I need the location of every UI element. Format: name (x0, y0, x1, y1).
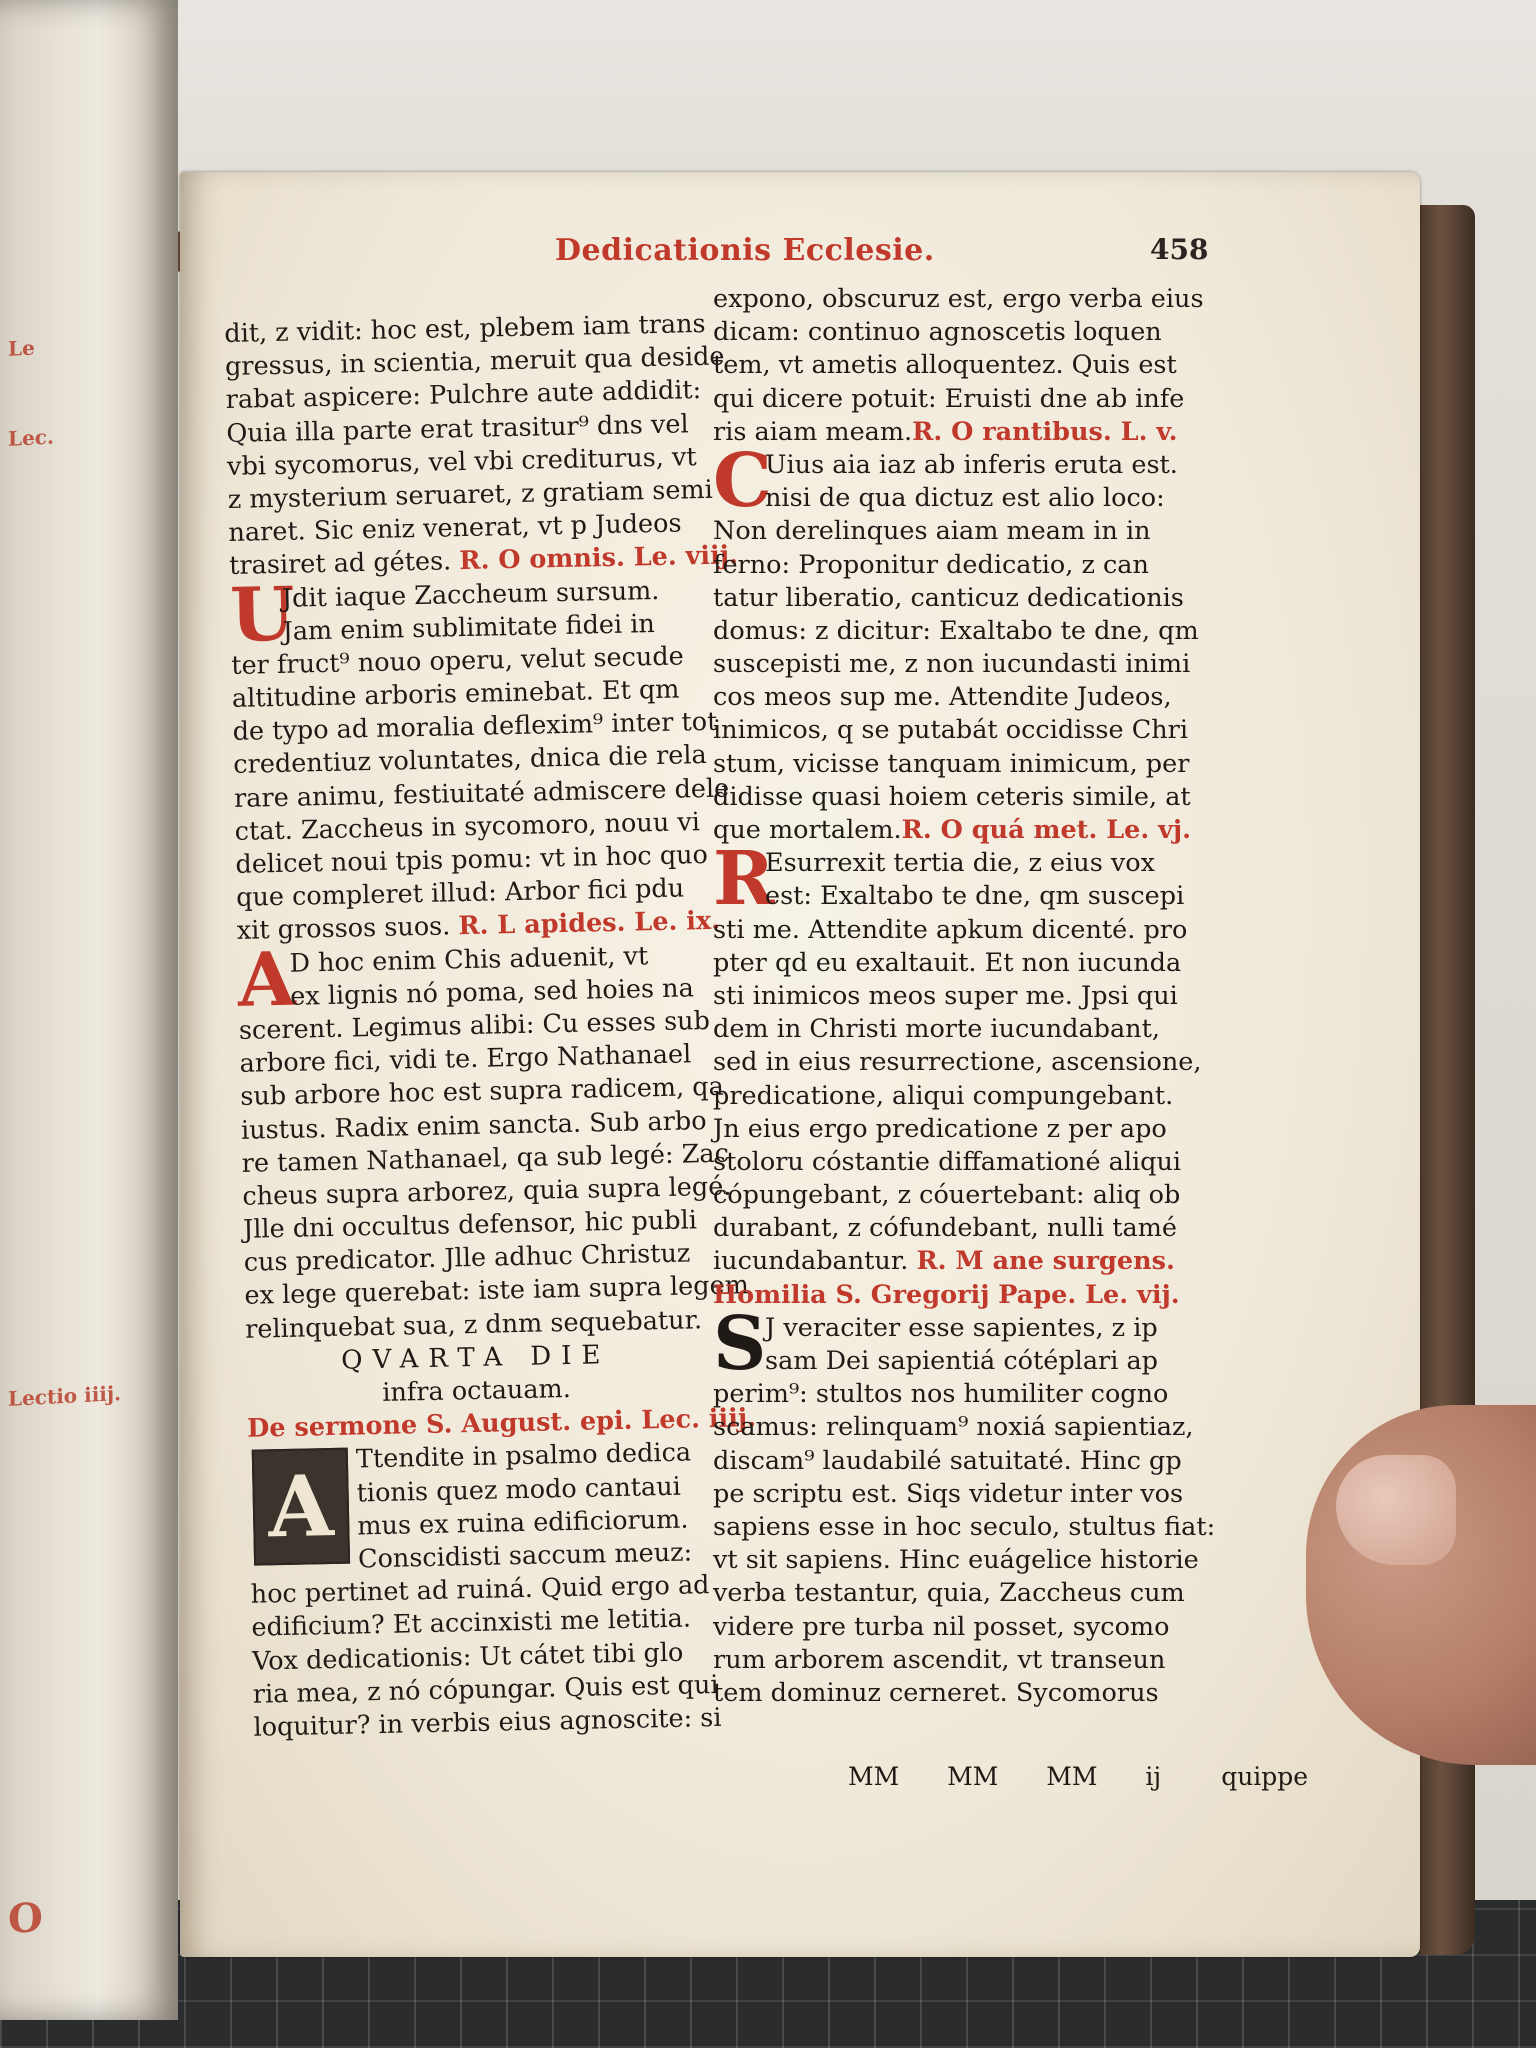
text-line: tatur liberatio, canticuz dedicationis (713, 582, 1184, 613)
text-line: rare animu, festiuitaté admiscere dele (233, 773, 730, 814)
text-line: mus ex ruina edificiorum. (357, 1504, 689, 1542)
text-span: trasiret ad gétes. (228, 546, 452, 582)
rubric: R. O quá met. Le. vj. (901, 815, 1192, 845)
text-line: dit, z vidit: hoc est, plebem iam trans (224, 308, 706, 349)
text-line: dem in Christi morte iucundabant, (713, 1014, 1160, 1045)
text-line: tem dominuz cerneret. Sycomorus (713, 1677, 1159, 1708)
text-line: vt sit sapiens. Hinc euágelice historie (713, 1545, 1199, 1576)
text-line: Vox dedicationis: Ut cátet tibi glo (251, 1637, 684, 1677)
text-line: stoloru cóstantie diffamationé aliqui (713, 1146, 1182, 1177)
text-line: D hoc enim Chis aduenit, vt (289, 940, 649, 979)
text-line: ex lege querebat: iste iam supra legem (244, 1270, 750, 1312)
text-span: ris aiam meam. (713, 416, 913, 447)
text-line: Non derelinques aiam meam in in (713, 516, 1151, 547)
text-line: stum, vicisse tanquam inimicum, per (713, 748, 1190, 779)
black-initial: S (713, 1300, 767, 1387)
left-page-fragment: Le (8, 335, 35, 361)
thumbnail-nail (1336, 1455, 1456, 1565)
paragraph (713, 283, 1233, 416)
text-line: durabant, z cófundebant, nulli tamé (713, 1213, 1177, 1244)
catchword: quippe (1221, 1762, 1309, 1791)
text-line: cópungebant, z cóuertebant: aliq ob (713, 1180, 1181, 1211)
text-line: sub arbore hoc est supra radicem, qa (240, 1072, 725, 1113)
text-line: z mysterium seruaret, z gratiam semi (227, 474, 714, 515)
text-line (713, 814, 1233, 847)
text-line: sam Dei sapientiá cótéplari ap (765, 1346, 1158, 1376)
text-line: ter fruct⁹ nouo operu, velut secude (230, 641, 685, 681)
text-line: suscepisti me, z non iucundasti inimi (713, 649, 1191, 680)
text-line: hoc pertinet ad ruiná. Quid ergo ad (250, 1570, 710, 1610)
paragraph (713, 437, 1233, 814)
text-line: didisse quasi hoiem ceteris simile, at (713, 781, 1191, 812)
red-initial: R (713, 836, 775, 923)
paragraph (713, 1300, 1233, 1710)
text-line (713, 416, 1233, 449)
text-line: videre pre turba nil posset, sycomo (713, 1611, 1170, 1642)
paragraph (229, 571, 730, 915)
text-line: Jlle dni occultus defensor, hic publi (242, 1205, 698, 1245)
text-line: rum arborem ascendit, vt transeun (713, 1644, 1166, 1675)
text-span: iucundabantur. (713, 1246, 909, 1277)
left-page-fragment: O (8, 1894, 43, 1943)
text-line: iustus. Radix enim sancta. Sub arbo (240, 1105, 707, 1146)
text-line: tionis quez modo cantaui (356, 1471, 682, 1509)
paragraph-with-initial (236, 936, 750, 1347)
running-head: Dedicationis Ecclesie. (555, 233, 935, 268)
paragraph-with-initial (713, 437, 1233, 814)
text-line: dicam: continuo agnoscetis loquen (713, 317, 1162, 348)
paragraph-with-initial (229, 571, 730, 915)
rubric: R. L apides. Le. ix. (458, 906, 721, 942)
section-subheading: infra octauam. (381, 1373, 572, 1408)
text-span: que mortalem. (713, 815, 902, 845)
text-line: Uius aia iaz ab inferis eruta est. (765, 449, 1178, 480)
paragraph-with-initial (713, 836, 1233, 1245)
text-line: Ttendite in psalmo dedica (355, 1437, 692, 1475)
text-line: verba testantur, quia, Zaccheus cum (713, 1578, 1185, 1609)
text-line: Esurrexit tertia die, z eius vox (765, 848, 1156, 879)
left-text-column (224, 308, 757, 1744)
text-span: xit grossos suos. (236, 911, 451, 947)
rubric: Homilia S. Gregorij Pape. Le. vij. (713, 1279, 1180, 1310)
right-text-column (713, 283, 1233, 1710)
text-line: tem, vt ametis alloquentez. Quis est (713, 350, 1177, 381)
text-line: naret. Sic eniz venerat, vt p Judeos (228, 508, 682, 549)
text-line: Jdit iaque Zaccheum sursum. (281, 575, 660, 614)
text-line: scerent. Legimus alibi: Cu esses sub (238, 1005, 711, 1046)
text-line: rabat aspicere: Pulchre aute addidit: (225, 375, 702, 416)
text-line: de typo ad moralia deflexim⁹ inter tot (232, 707, 718, 748)
red-initial: C (713, 437, 772, 524)
text-line: Jn eius ergo predicatione z per apo (713, 1113, 1167, 1144)
text-line: gressus, in scientia, meruit qua deside (224, 341, 725, 383)
text-line (713, 1245, 1233, 1278)
red-initial: U (229, 571, 296, 659)
text-line: altitudine arboris eminebat. Et qm (231, 674, 680, 714)
text-line: ex lignis nó poma, sed hoies na (289, 973, 695, 1012)
paragraph (224, 308, 725, 550)
text-line: Jam enim sublimitate fidei in (282, 608, 656, 647)
text-line: que compleret illud: Arbor fici pdu (235, 873, 685, 914)
left-page-fragment: Lectio iiij. (8, 1381, 122, 1411)
catchword-line (848, 1762, 1308, 1791)
text-line: nisi de qua dictuz est alio loco: (765, 483, 1165, 514)
text-line: scamus: relinquam⁹ noxiá sapientiaz, (713, 1412, 1194, 1443)
paragraph-with-initial (248, 1436, 722, 1744)
red-initial: A (236, 936, 297, 1024)
rubric: R. O omnis. Le. viij. (459, 540, 739, 577)
left-facing-page (0, 0, 178, 2020)
text-line: est: Exaltabo te dne, qm suscepi (765, 881, 1185, 912)
text-line: sti me. Attendite apkum dicenté. pro (713, 914, 1188, 945)
text-line: relinquebat sua, z dnm sequebatur. (244, 1304, 703, 1345)
folio-number: 458 (1150, 233, 1209, 266)
text-line: inimicos, q se putabát occidisse Chri (713, 715, 1188, 746)
text-line: expono, obscuruz est, ergo verba eius (713, 284, 1204, 314)
text-line: qui dicere potuit: Eruisti dne ab infe (713, 383, 1185, 414)
rubric: R. M ane surgens. (916, 1246, 1175, 1277)
text-line: domus: z dicitur: Exaltabo te dne, qm (713, 615, 1199, 646)
left-page-fragment: Lec. (8, 424, 54, 451)
rubric: R. O rantibus. L. v. (912, 416, 1178, 447)
text-line: ria mea, z nó cópungar. Quis est qui (252, 1669, 719, 1710)
text-line: arbore fici, vidi te. Ergo Nathanael (239, 1039, 692, 1079)
text-line: Conscidisti saccum meuz: (357, 1537, 693, 1575)
text-line: edificium? Et accinxisti me letitia. (251, 1603, 692, 1644)
text-line: ferno: Proponitur dedicatio, z can (713, 549, 1149, 580)
woodcut-initial: A (252, 1448, 350, 1566)
text-line: sapiens esse in hoc seculo, stultus fiat: (713, 1511, 1216, 1542)
text-line: ctat. Zaccheus in sycomoro, nouu vi (234, 806, 701, 847)
paragraph (713, 836, 1233, 1245)
text-line: cheus supra arborez, quia supra legé. (242, 1171, 732, 1212)
text-line: pe scriptu est. Siqs videtur inter vos (713, 1478, 1184, 1509)
signature-mark: MM MM MM ij (848, 1762, 1162, 1791)
text-line: sed in eius resurrectione, ascensione, (713, 1047, 1202, 1078)
text-line: pter qd eu exaltauit. Et non iucunda (713, 947, 1182, 978)
text-line: cos meos sup me. Attendite Judeos, (713, 682, 1172, 713)
text-line: J veraciter esse sapientes, z ip (765, 1312, 1158, 1343)
text-line: loquitur? in verbis eius agnoscite: si (253, 1702, 722, 1743)
text-line: predicatione, aliqui compungebant. (713, 1080, 1174, 1111)
text-line: cus predicator. Jlle adhuc Christuz (243, 1238, 691, 1279)
rubric: De sermone S. August. epi. Lec. iiij. (246, 1403, 757, 1444)
paragraph (236, 936, 750, 1347)
text-line: perim⁹: stultos nos humiliter cogno (713, 1379, 1169, 1410)
text-line: re tamen Nathanael, qa sub legé: Zac (241, 1138, 730, 1179)
text-line: vbi sycomorus, vel vbi crediturus, vt (226, 441, 697, 482)
text-line: sti inimicos meos super me. Jpsi qui (713, 980, 1178, 1011)
text-line: Quia illa parte erat trasitur⁹ dns vel (226, 408, 689, 449)
text-line: delicet noui tpis pomu: vt in hoc quo (235, 839, 709, 880)
paragraph-with-initial (713, 1300, 1233, 1710)
text-line: credentiuz voluntates, dnica die rela (233, 740, 708, 781)
text-line: discam⁹ laudabilé satuitaté. Hinc gp (713, 1445, 1182, 1476)
section-heading: QVARTA DIE (340, 1339, 611, 1376)
